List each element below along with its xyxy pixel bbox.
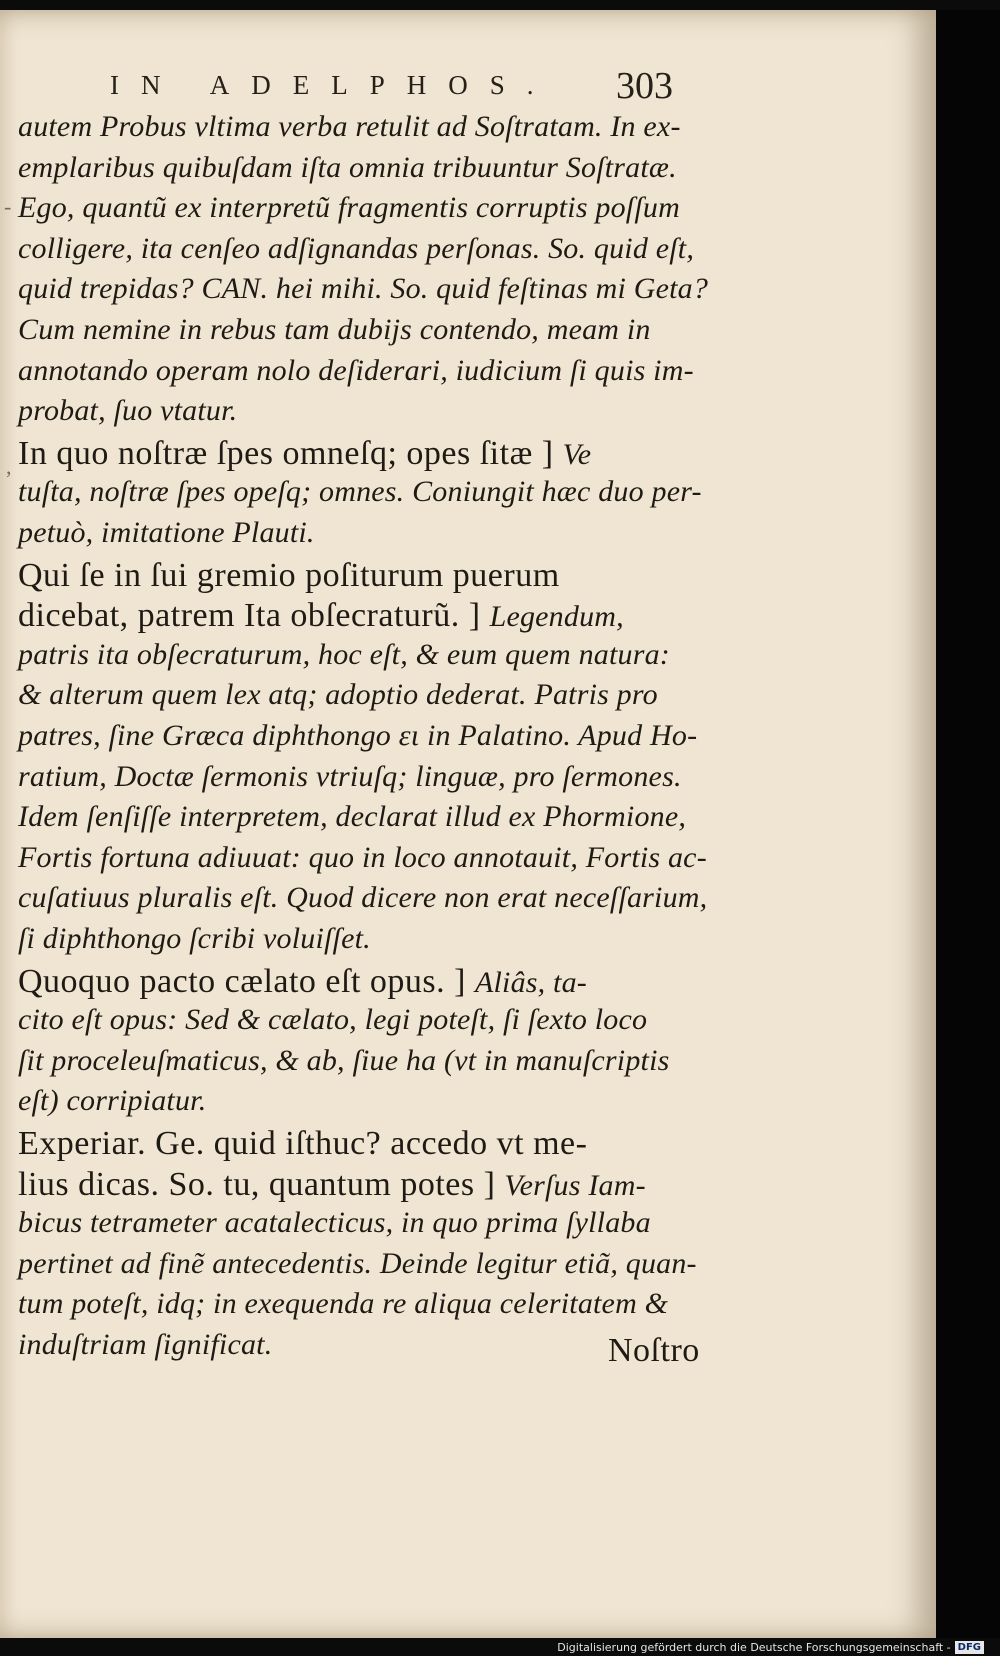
commentary-text: tum poteſt, idq; in exequenda re aliqua celeritatem & xyxy=(18,1287,669,1321)
text-line xyxy=(18,354,694,388)
text-line xyxy=(18,800,686,834)
text-line xyxy=(18,719,697,753)
text-line xyxy=(18,1328,272,1362)
lemma-text: Experiar. Ge. quid iſthuc? accedo vt me- xyxy=(18,1125,588,1162)
text-line xyxy=(18,475,702,509)
text-line xyxy=(18,435,591,473)
commentary-text: & alterum quem lex atq; adoptio dederat. Patris pro xyxy=(18,678,658,712)
commentary-text: autem Probus vltima verba retulit ad Soſtratam. In ex- xyxy=(18,110,681,143)
lemma-text: Quoquo pacto cælato eſt opus. ] xyxy=(18,962,475,1000)
commentary-text: pertinet ad finẽ antecedentis. Deinde legitur etiã, quan- xyxy=(18,1246,697,1280)
dfg-logo: DFG xyxy=(955,1641,984,1654)
text-line xyxy=(18,394,237,428)
commentary-text: patris ita obſecraturum, hoc eſt, & eum quem natura: xyxy=(18,637,671,671)
text-line xyxy=(18,1044,669,1078)
text-line xyxy=(18,841,707,875)
text-line xyxy=(18,191,680,225)
text-line xyxy=(18,272,708,306)
text-line xyxy=(18,516,315,550)
commentary-text: induſtriam ſignificat. xyxy=(18,1328,273,1361)
commentary-text: patres, ſine Græca diphthongo ει in Palatino. Apud Ho- xyxy=(18,719,698,752)
text-line xyxy=(18,151,677,185)
commentary-text: Aliâs, ta- xyxy=(474,965,587,999)
margin-mark: , xyxy=(6,454,12,479)
commentary-text: Fortis fortuna adiuuat: quo in loco annotauit, Fortis ac- xyxy=(18,840,707,874)
commentary-text: petuò, imitatione Plauti. xyxy=(18,516,315,549)
commentary-text: Verſus Iam- xyxy=(504,1168,646,1202)
commentary-text: Cum nemine in rebus tam dubijs contendo, meam in xyxy=(18,313,651,346)
footer-credit xyxy=(557,1641,984,1654)
commentary-text: cito eſt opus: Sed & cælato, legi poteſt, ſi ſexto loco xyxy=(18,1003,648,1037)
text-line xyxy=(18,232,694,266)
lemma-text: lius dicas. So. tu, quantum potes ] xyxy=(18,1165,505,1203)
text-line xyxy=(18,1166,646,1204)
text-line xyxy=(18,313,651,347)
commentary-text: ſit proceleuſmaticus, & ab, ſiue ha (vt in manuſcriptis xyxy=(18,1043,670,1077)
lemma-text: In quo noſtræ ſpes omneſq; opes ſitæ ] xyxy=(18,434,563,472)
text-line xyxy=(18,963,587,1001)
commentary-text: ratium, Doctæ ſermonis vtriuſq; linguæ, pro ſermones. xyxy=(18,759,682,793)
text-line xyxy=(18,881,707,915)
text-line xyxy=(18,1084,206,1118)
commentary-text: ſi diphthongo ſcribi voluiſſet. xyxy=(18,922,371,955)
book-page xyxy=(0,10,936,1638)
commentary-text: Idem ſenſiſſe interpretem, declarat illud ex Phormione, xyxy=(18,800,687,834)
text-line xyxy=(18,1125,587,1163)
lemma-text: dicebat, patrem Ita obſecraturũ. ] xyxy=(18,597,490,635)
running-head: IN ADELPHOS. xyxy=(110,70,556,100)
commentary-text: quid trepidas? CAN. hei mihi. So. quid feſtinas mi Geta? xyxy=(18,272,709,306)
text-line xyxy=(18,110,681,144)
text-line xyxy=(18,678,658,712)
commentary-text: Ve xyxy=(562,437,592,471)
commentary-text: probat, ſuo vtatur. xyxy=(18,394,238,428)
commentary-text: Legendum, xyxy=(489,600,624,634)
commentary-text: colligere, ita cenſeo adſignandas perſonas. So. quid eſt, xyxy=(18,231,695,265)
text-line xyxy=(18,922,371,956)
text-line xyxy=(18,638,670,672)
text-line xyxy=(18,1287,668,1321)
commentary-text: annotando operam nolo deſiderari, iudicium ſi quis im- xyxy=(18,353,694,387)
text-line xyxy=(18,760,682,794)
text-line xyxy=(18,597,624,635)
text-line xyxy=(18,1247,697,1281)
footer-credit-text: Digitalisierung gefördert durch die Deutsche Forschungsgemeinschaft - xyxy=(557,1641,951,1654)
commentary-text: emplaribus quibuſdam iſta omnia tribuuntur Soſtratæ. xyxy=(18,150,677,184)
page-number: 303 xyxy=(616,65,673,107)
scan-edge xyxy=(936,10,1000,1638)
commentary-text: eſt) corripiatur. xyxy=(18,1084,207,1118)
margin-mark: - xyxy=(4,194,12,219)
text-line xyxy=(18,1206,651,1240)
lemma-text: Qui ſe in ſui gremio poſiturum puerum xyxy=(18,556,560,594)
catchword: Noſtro xyxy=(608,1332,700,1369)
commentary-text: bicus tetrameter acatalecticus, in quo prima ſyllaba xyxy=(18,1206,651,1240)
commentary-text: cuſatiuus pluralis eſt. Quod dicere non erat neceſſarium, xyxy=(18,881,708,915)
commentary-text: Ego, quantũ ex interpretũ fragmentis corruptis poſſum xyxy=(18,191,680,225)
commentary-text: tuſta, noſtræ ſpes opeſq; omnes. Coniungit hæc duo per- xyxy=(18,475,702,509)
text-line xyxy=(18,557,560,595)
text-line xyxy=(18,1003,647,1037)
